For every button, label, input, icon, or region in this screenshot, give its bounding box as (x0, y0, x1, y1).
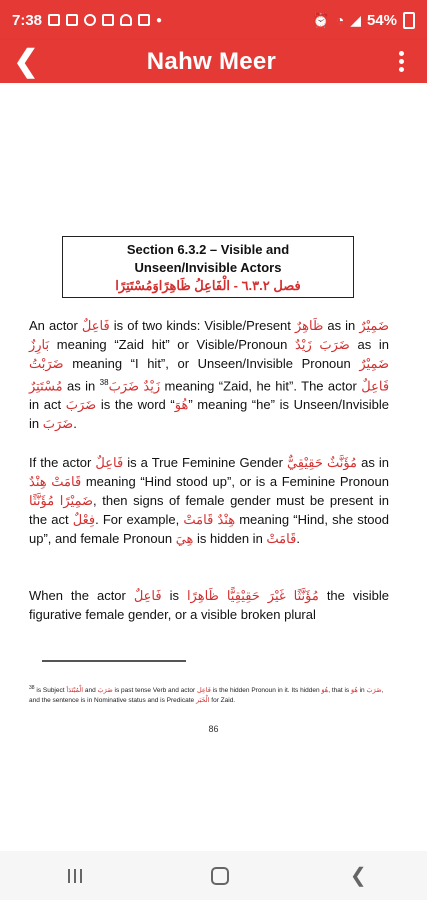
alarm-icon: ⏰ (312, 11, 330, 28)
snapchat-icon (120, 14, 132, 26)
text-run: the visible figurative female gender, or a visible broken plural (29, 588, 389, 622)
arabic-term: مُؤَنَّثٌ حَقِيْقِيٌّ (286, 455, 358, 470)
arabic-term: الْمُبْتَدَأ (66, 687, 84, 695)
text-run: , and the sentence is in Nominative status and is Predicate (29, 687, 384, 705)
arabic-term: ضَرَبَ (366, 687, 382, 695)
arabic-term: ضَرَبَ (65, 397, 97, 413)
home-icon[interactable] (211, 867, 229, 885)
sms-icon (102, 14, 114, 26)
back-icon[interactable]: ❮ (349, 865, 367, 887)
arabic-term: ضَمِيْرٌ بَارِزٌ (29, 318, 389, 352)
text-run: meaning “Hind, she stood up”, and female Pronoun (29, 512, 390, 546)
arabic-term: ضَرَبَ (97, 687, 113, 695)
footnote (29, 683, 391, 706)
signal-icon: ◢ (350, 11, 361, 28)
text-run: in act (29, 397, 66, 413)
arabic-term: الْخَبَر (195, 697, 210, 705)
arabic-term: فَاعِلٌ (95, 455, 124, 470)
arabic-term: هُوَ (321, 687, 329, 695)
battery-icon (403, 12, 415, 29)
text-run: as in (357, 455, 389, 470)
overflow-menu-icon (399, 51, 404, 72)
text-run: as in (323, 318, 360, 333)
text-run: is of two kinds: Visible/Present (109, 318, 295, 333)
text-run: When the actor (29, 588, 134, 603)
text-run: as in (349, 337, 389, 352)
arabic-term: هُوَ (174, 397, 189, 413)
text-run: is (161, 588, 187, 603)
arabic-term: ضَرَبْتُ (29, 356, 64, 371)
message-icon (48, 14, 60, 26)
arabic-term: قَامَتْ هِنْدٌ (29, 474, 82, 489)
arabic-term: ضَرَبَ (42, 416, 74, 432)
status-bar (0, 0, 427, 40)
text-run: meaning “I hit”, or Unseen/Invisible Pronoun (63, 356, 360, 371)
paragraph-1 (29, 316, 389, 433)
section-title-arabic: فصل ٦.٣.٢ - الْفَاعِلُ ظَاهِرًاوَمُسْتَتِرًا (115, 278, 301, 293)
arabic-term: زَيْدٌ ضَرَبَ (108, 378, 161, 394)
text-run: If the actor (29, 455, 96, 470)
footnote-separator (42, 660, 186, 662)
battery-level: 54% (366, 11, 397, 29)
whatsapp-icon (84, 14, 96, 26)
text-run: in (357, 687, 367, 695)
text-run: for Zaid. (209, 697, 236, 705)
arabic-term: ضَمِيْرٌ مُسْتَتِرٌ (29, 356, 389, 394)
text-run: and (83, 687, 98, 695)
status-time: 7:38 (12, 11, 43, 29)
paragraph-3 (29, 586, 389, 624)
arabic-term: هِيَ (175, 531, 194, 546)
footnote-ref[interactable]: 38 (99, 378, 109, 387)
text-run: is past tense Verb and actor (112, 687, 197, 695)
text-run: as in (62, 378, 100, 394)
arabic-term: قَامَتْ (266, 531, 297, 546)
wifi-icon: ◔ (335, 12, 345, 28)
chevron-left-icon: ❮ (13, 45, 39, 78)
text-run: . (296, 531, 300, 546)
app-title: Nahw Meer (146, 47, 277, 75)
text-run: ” meaning “he” is Unseen/Invisible in (29, 397, 389, 432)
text-run: , that is (328, 687, 351, 695)
arabic-term: مُؤَنَّثًا غَيْرَ حَقِيْقِيًّا ظَاهِرًا (186, 588, 319, 603)
text-run: is hidden in (193, 531, 267, 546)
book-page[interactable] (0, 83, 427, 851)
arabic-term: ضَمِيْرًا مُؤَنَّثًا (29, 493, 94, 508)
arabic-term: هُوَ (350, 687, 358, 695)
arabic-term: فَاعِلٌ (361, 378, 390, 394)
arabic-term: فَاعِلٌ (133, 588, 162, 603)
arabic-term: ظَاهِرٌ (294, 318, 324, 333)
text-run: meaning “Zaid hit” or Visible/Pronoun (49, 337, 295, 352)
section-title: Section 6.3.2 – Visible and Unseen/Invisible Actors (126, 242, 290, 275)
app-bar (0, 40, 427, 83)
text-run: An actor (29, 318, 82, 333)
system-nav-bar (0, 851, 427, 900)
notification-icon (138, 14, 150, 26)
overflow-menu-button[interactable] (375, 40, 427, 83)
text-run: is a True Feminine Gender (123, 455, 287, 470)
arabic-term: ضَرَبَ زَيْدٌ (295, 337, 350, 352)
text-run: is Subject (34, 687, 67, 695)
recent-apps-icon[interactable] (60, 861, 90, 891)
text-run: . (73, 416, 77, 432)
page-number: 86 (208, 724, 219, 734)
paragraph-2 (29, 453, 389, 548)
text-run: meaning “Zaid, he hit”. The actor (160, 378, 362, 394)
arabic-term: فِعْلٌ (72, 512, 96, 527)
back-button[interactable] (0, 40, 52, 83)
text-run: is the word “ (96, 397, 175, 413)
arabic-term: فَاعِلٌ (81, 318, 110, 333)
text-run: , then signs of female gender must be present in the act (29, 493, 389, 527)
section-heading-box (62, 236, 354, 298)
text-run: . For example, (95, 512, 184, 527)
arabic-term: هِنْدٌ قَامَتْ (183, 512, 236, 527)
text-run: meaning “Hind stood up”, or is a Feminine Pronoun (81, 474, 390, 489)
status-left (12, 12, 162, 29)
more-notifications-icon: ● (156, 14, 163, 26)
text-run: is the hidden Pronoun in it. Its hidden (210, 687, 322, 695)
status-right (312, 12, 415, 29)
arabic-term: فَاعِل (196, 687, 211, 695)
footnote-number: 38 (29, 685, 35, 691)
message-icon (66, 14, 78, 26)
